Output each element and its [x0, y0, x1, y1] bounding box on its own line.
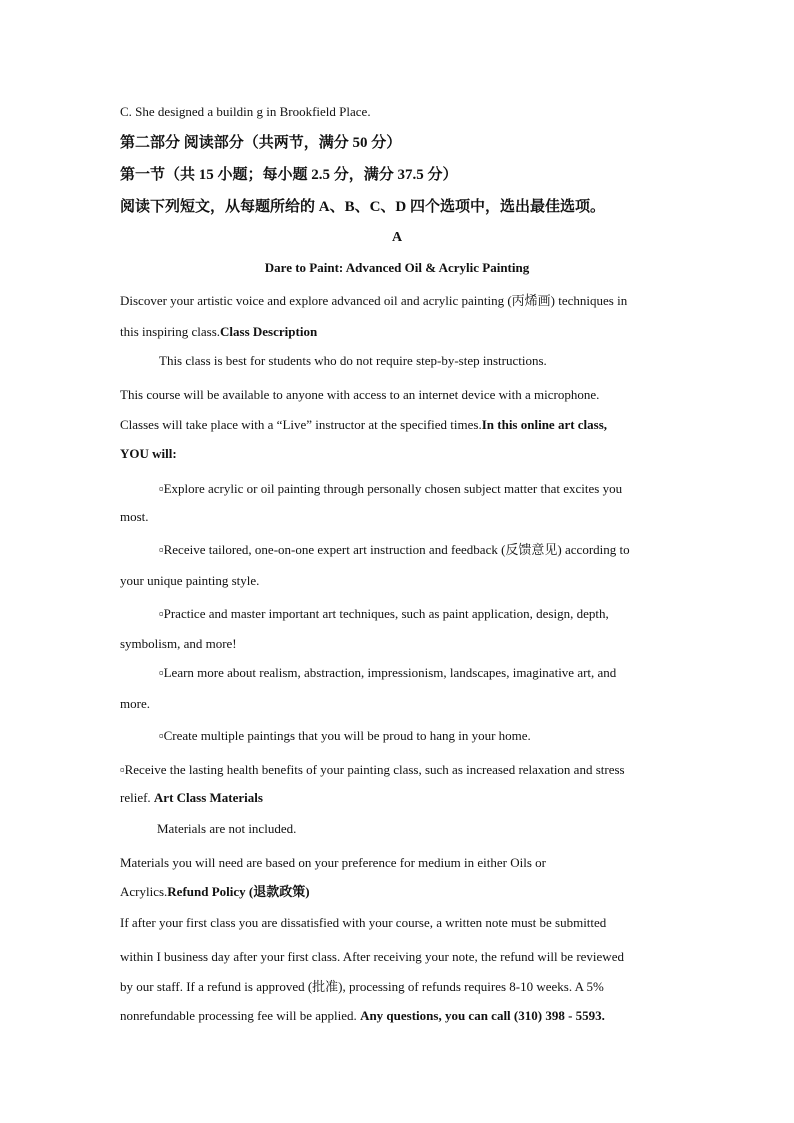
section-heading-part2: 第二部分 阅读部分（共两节，满分 50 分）: [120, 135, 402, 151]
intro-line-2: [120, 323, 676, 341]
bullet-square-icon: ▫: [159, 728, 164, 743]
bullet-continuation: your unique painting style.: [120, 573, 260, 588]
description-text: Classes will take place with a “Live” instructor at the specified times.: [120, 417, 482, 432]
refund-line-1: If after your first class you are dissatisfied with your course, a written note must be submitted: [120, 915, 607, 930]
bullet-text: Explore acrylic or oil painting through personally chosen subject matter that excites you: [163, 481, 623, 496]
bullet-item: [159, 605, 676, 623]
refund-line-3: by our staff. If a refund is approved (批准), processing of refunds requires 8-10 weeks. A 5%: [120, 979, 604, 994]
bullet-text: Learn more about realism, abstraction, impressionism, landscapes, imaginative art, and: [163, 665, 617, 680]
heading-refund-policy: Refund Policy (退款政策): [167, 884, 310, 899]
heading-class-description: Class Description: [220, 324, 318, 339]
bullet-square-icon: ▫: [159, 481, 164, 496]
bullet-item-last: [120, 761, 676, 779]
bullet-square-icon: ▫: [159, 542, 164, 557]
bullet-last-continuation: [120, 789, 676, 807]
refund-text: nonrefundable processing fee will be applied.: [120, 1008, 361, 1023]
bullet-text: Create multiple paintings that you will be proud to hang in your home.: [163, 728, 531, 743]
passage-title: Dare to Paint: Advanced Oil & Acrylic Painting: [264, 260, 530, 275]
bullet-square-icon: ▫: [159, 606, 164, 621]
bullet-item: [159, 664, 676, 682]
passage-letter: A: [391, 230, 403, 245]
description-line-1: This class is best for students who do not require step-by-step instructions.: [159, 353, 547, 368]
heading-you-will-part2: YOU will:: [120, 446, 177, 461]
reading-instruction: 阅读下列短文，从每题所给的 A、B、C、D 四个选项中，选出最佳选项。: [120, 199, 606, 215]
bullet-continuation: more.: [120, 696, 150, 711]
description-line-3: [120, 416, 676, 434]
materials-line-3: [120, 883, 676, 901]
intro-text: this inspiring class.: [120, 324, 221, 339]
refund-line-4: [120, 1007, 676, 1025]
bullet-square-icon: ▫: [159, 665, 164, 680]
materials-line-2: Materials you will need are based on your preference for medium in either Oils or: [120, 855, 546, 870]
intro-line-1: Discover your artistic voice and explore advanced oil and acrylic painting (丙烯画) techniques in: [120, 293, 628, 308]
heading-art-class-materials: Art Class Materials: [153, 790, 263, 805]
bullet-item: [159, 541, 676, 559]
contact-phone-line: Any questions, you can call (310) 398 - 5593.: [360, 1008, 605, 1023]
bullet-continuation: most.: [120, 509, 149, 524]
previous-question-option: C. She designed a buildin g in Brookfield Place.: [120, 104, 371, 119]
heading-you-will-line2: [120, 445, 676, 463]
bullet-text: Receive the lasting health benefits of your painting class, such as increased relaxation and stress: [124, 762, 625, 777]
heading-you-will-part1: In this online art class,: [481, 417, 608, 432]
bullet-text: Practice and master important art techniques, such as paint application, design, depth,: [163, 606, 609, 621]
bullet-item: [159, 727, 676, 745]
materials-text: Acrylics.: [120, 884, 168, 899]
bullet-text: Receive tailored, one-on-one expert art instruction and feedback (反馈意见) according to: [163, 542, 630, 557]
refund-line-2: within I business day after your first class. After receiving your note, the refund will be reviewed: [120, 949, 624, 964]
bullet-item: [159, 480, 676, 498]
bullet-square-icon: ▫: [120, 762, 125, 777]
section-heading-1: 第一节（共 15 小题；每小题 2.5 分，满分 37.5 分）: [120, 167, 458, 183]
bullet-continuation: symbolism, and more!: [120, 636, 237, 651]
materials-line-1: Materials are not included.: [157, 821, 297, 836]
description-line-2: This course will be available to anyone with access to an internet device with a microphone.: [120, 387, 600, 402]
bullet-text: relief.: [120, 790, 151, 805]
